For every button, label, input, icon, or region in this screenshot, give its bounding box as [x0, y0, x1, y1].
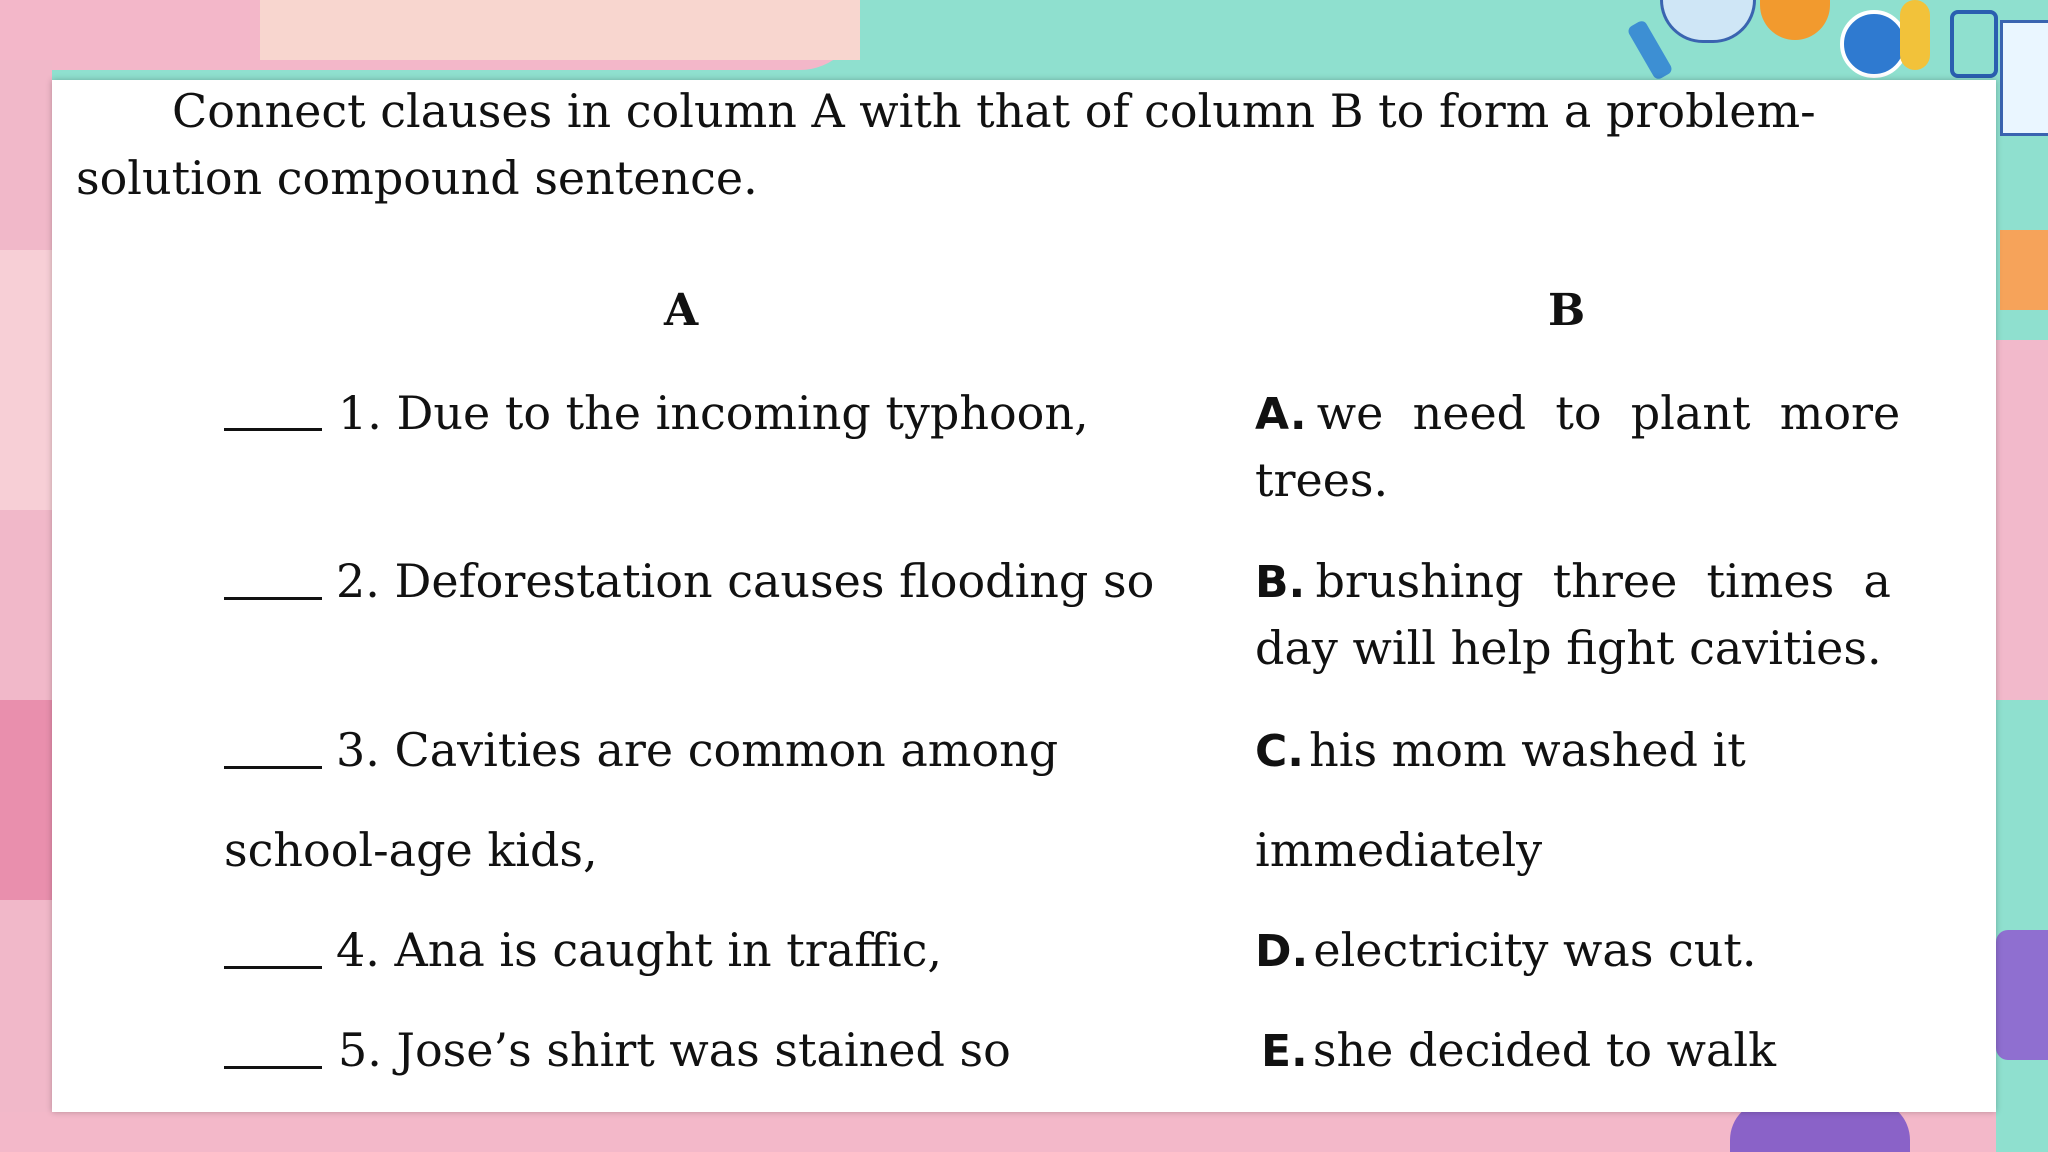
- background-peach-shape: [260, 0, 860, 60]
- answer-blank-5[interactable]: [224, 1066, 322, 1069]
- instruction-text: Connect clauses in column A with that of column B to form a problem-: [172, 84, 1816, 138]
- palette-icon: [1660, 0, 1756, 43]
- column-a-item-4: 4. Ana is caught in traffic,: [336, 923, 942, 977]
- answer-blank-1[interactable]: [224, 428, 322, 431]
- column-b-heading: B: [1548, 285, 1586, 336]
- column-b-item-a: A. we need to plant more: [1255, 386, 1901, 440]
- column-b-item-b: B. brushing three times a: [1255, 554, 1891, 608]
- music-note-icon: [1950, 10, 1998, 78]
- paintbrush-icon: [1626, 19, 1673, 81]
- answer-blank-4[interactable]: [224, 966, 322, 969]
- column-a-item-1: 1. Due to the incoming typhoon,: [338, 386, 1089, 440]
- column-a-heading: A: [664, 285, 699, 336]
- answer-blank-3[interactable]: [224, 766, 322, 769]
- column-a-item-3: 3. Cavities are common among: [336, 723, 1059, 777]
- column-b-item-c: C. his mom washed it: [1255, 723, 1746, 777]
- answer-blank-2[interactable]: [224, 597, 322, 600]
- background-left-stripe: [0, 700, 52, 900]
- background-left-strip: [0, 60, 52, 1152]
- column-a-item-3-continuation: school-age kids,: [224, 823, 598, 877]
- wheat-icon: [1900, 0, 1930, 70]
- column-b-item-e: E. she decided to walk: [1261, 1023, 1777, 1077]
- column-a-item-5: 5. Jose’s shirt was stained so: [338, 1023, 1011, 1077]
- background-right-orange-shape: [2000, 230, 2048, 310]
- column-b-item-a-line2: trees.: [1255, 453, 1389, 507]
- background-left-stripe: [0, 250, 52, 510]
- book-icon: [2000, 20, 2048, 136]
- column-b-item-c-line2: immediately: [1255, 823, 1543, 877]
- flask-icon: [1840, 10, 1908, 78]
- column-b-item-d: D. electricity was cut.: [1255, 923, 1757, 977]
- instruction-text: solution compound sentence.: [76, 151, 758, 205]
- book-icon: [1996, 930, 2048, 1060]
- column-b-item-b-line2: day will help fight cavities.: [1255, 621, 1882, 675]
- background-right-pink-shape: [1996, 340, 2048, 700]
- leaf-icon: [1760, 0, 1830, 40]
- column-a-item-2: 2. Deforestation causes flooding so: [336, 554, 1155, 608]
